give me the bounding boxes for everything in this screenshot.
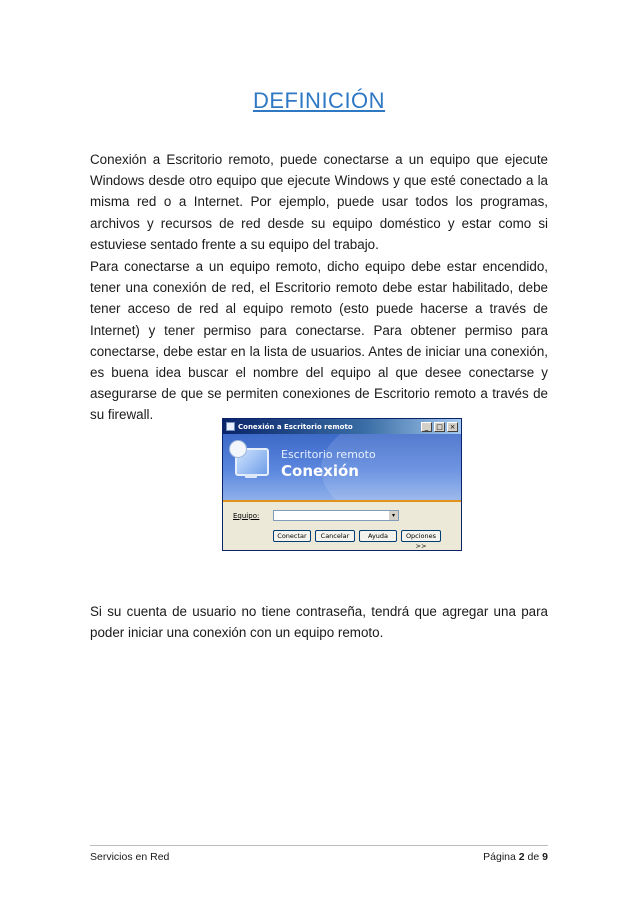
remote-desktop-icon [226,422,235,431]
footer-divider [90,845,548,846]
computer-field-label: Equipo: [233,511,260,520]
paragraph-password: Si su cuenta de usuario no tiene contraseña, tendrá que agregar una para poder iniciar una conexión con un equipo remoto. [90,604,548,641]
options-button: Opciones >> [401,530,441,542]
cancel-button: Cancelar [315,530,355,542]
page-separator: de [527,851,540,863]
minimize-button: _ [421,422,432,432]
page-number [483,851,548,863]
footer-left: Servicios en Red [90,851,170,863]
connect-button: Conectar [273,530,311,542]
page-footer [90,851,548,863]
chevron-down-icon: ▾ [389,511,398,520]
dialog-banner [223,434,461,500]
page-label: Página [483,851,516,863]
computer-field-row [233,510,399,521]
banner-accent-bar [223,500,461,502]
remote-desktop-dialog-screenshot [222,418,462,551]
monitor-base-icon [245,474,257,478]
paragraph-intro: Conexión a Escritorio remoto, puede conectarse a un equipo que ejecute Windows desde otro equipo que ejecute Windows y que esté conectado a la misma red o a Internet. Por ejemplo, puede usar todos los programas, archivos y recursos de red desde su equipo doméstico y estar como si estuviese sentado frente a su equipo del trabajo. [90,152,548,252]
page-title: DEFINICIÓN [252,88,386,113]
computer-combobox [273,510,399,521]
help-button: Ayuda [359,530,397,542]
page-total: 9 [542,851,548,863]
clock-icon [229,440,247,458]
maximize-button: □ [434,422,445,432]
banner-title: Conexión [281,462,359,480]
dialog-titlebar [223,419,461,434]
dialog-button-row [273,530,445,550]
banner-subtitle: Escritorio remoto [281,448,376,461]
paragraph-requirements: Para conectarse a un equipo remoto, dicho equipo debe estar encendido, tener una conexión de red, el Escritorio remoto debe estar habilitado, debe tener acceso de red al equipo remoto (esto puede hacerse a través de Internet) y tener permiso para conectarse. Para obtener permiso para conectarse, debe estar en la lista de usuarios. Antes de iniciar una conexión, es buena idea buscar el nombre del equipo al que desee conectarse y asegurarse de que se permiten conexiones de Escritorio remoto a través de su firewall. [90,259,548,423]
page-current: 2 [518,851,525,863]
close-button: × [447,422,458,432]
dialog-title: Conexión a Escritorio remoto [238,422,353,431]
